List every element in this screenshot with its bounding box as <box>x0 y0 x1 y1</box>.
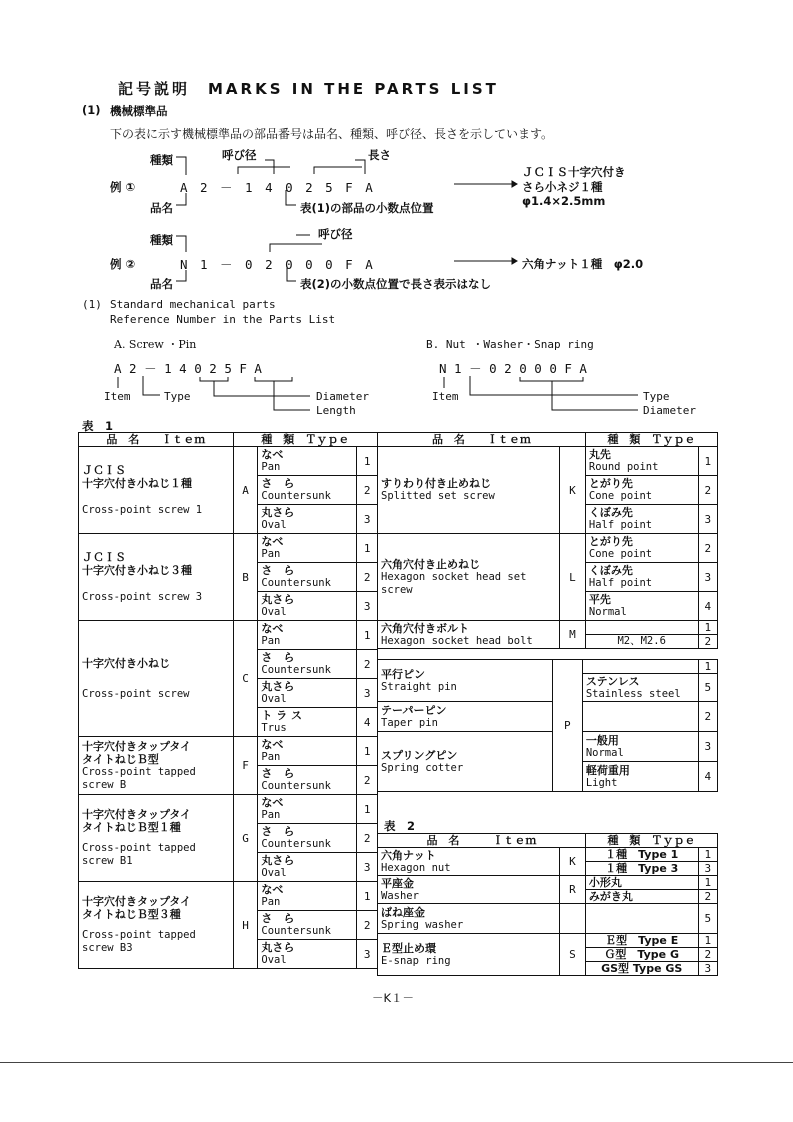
leader-lines <box>0 0 793 440</box>
ex1-label: 例 ① <box>110 180 136 194</box>
table2-row-spring-washer: ばね座金 Spring washer <box>378 904 560 934</box>
table1-group-b: ＪＣＩＳ 十字穴付き小ねじ３種 Cross-point screw 3 <box>79 534 234 621</box>
table2: 品 名 Ｉｔｅｍ 種 類 Ｔｙｐｅ 六角ナット Hexagon nut K １種 Type 1 1 １種 Type 3 3 平座金 Washer R 小形丸 1 みがき丸 2 ばね座金 Spring washer 5 Ｅ型止め環 E-snap ring S Ｅ型 Type E 1 Ｇ型 Type G 2 GS型 Type GS 3 <box>377 833 718 976</box>
table1-right-item-header: 品 名 Ｉｔｅｍ <box>378 433 586 447</box>
type-label-b: Type <box>643 390 670 403</box>
ex1-note: 表(1)の部品の小数点位置 <box>300 201 434 215</box>
table1-right-type-header: 種 類 Ｔｙｐｅ <box>585 433 717 447</box>
page-title: 記号説明 MARKS IN THE PARTS LIST <box>118 80 499 98</box>
table1-group-h: 十字穴付きタップタイ タイトねじＢ型３種 Cross-point tapped screw B3 <box>79 882 234 969</box>
ex1-name-label: 品名 <box>150 201 173 215</box>
table2-item-header: 品 名 Ｉｔｅｍ <box>378 834 586 848</box>
group-p-code: P <box>552 660 582 792</box>
table2-row-snap-ring: Ｅ型止め環 E-snap ring <box>378 934 560 976</box>
ex1-type-label: 種類 <box>150 153 173 167</box>
table1-right: 品 名 Ｉｔｅｍ 種 類 Ｔｙｐｅ すりわり付き止めねじ Splitted set screw K 丸先 Round point 1 とがり先 Cone point 2 くぼみ先 Half point 3 六角穴付き止めねじ Hexagon socket head set screw L とがり先 Cone point 2 くぼみ先 Half point 3 平先 Normal 4 六角穴付きボルト Hexagon socket head bolt M 1 M2、M2.6 2 <box>377 432 718 649</box>
ex2-note: 表(2)の小数点位置で長さ表示はなし <box>300 277 492 291</box>
ex2-name-label: 品名 <box>150 277 173 291</box>
section-heading-en: Standard mechanical parts <box>110 298 276 311</box>
nut-code: N 1 － 0 2 0 0 0 F A <box>439 361 587 376</box>
table1-group-k: すりわり付き止めねじ Splitted set screw <box>378 447 560 534</box>
table1-group-l: 六角穴付き止めねじ Hexagon socket head set screw <box>378 534 560 621</box>
group-k-code: K <box>559 447 585 534</box>
ex2-code: N 1 － 0 2 0 0 0 F A <box>180 257 373 272</box>
table1-group-m: 六角穴付きボルト Hexagon socket head bolt <box>378 621 560 649</box>
page-number: －K１－ <box>372 991 415 1005</box>
group-f-code: F <box>233 737 258 795</box>
table2-caption: 表 2 <box>384 819 416 833</box>
group-l-code: L <box>559 534 585 621</box>
item-label-b: Item <box>432 390 459 403</box>
screw-pin-label: A. Screw ・Pin <box>114 338 197 351</box>
table1-caption: 表 1 <box>82 419 114 433</box>
group-b-code: B <box>233 534 258 621</box>
ex1-length-label: 長さ <box>368 148 391 162</box>
p-straight-pin: 平行ピン Straight pin <box>378 660 553 702</box>
section-subheading-en: Reference Number in the Parts List <box>110 313 336 326</box>
ex2-label: 例 ② <box>110 257 136 271</box>
section-description: 下の表に示す機械標準品の部品番号は品名、種類、呼び径、長さを示しています。 <box>110 127 554 141</box>
item-label-a: Item <box>104 390 131 403</box>
nut-washer-label: B. Nut ・Washer・Snap ring <box>426 338 594 351</box>
group-a-code: A <box>233 447 258 534</box>
section-heading-jp: 機械標準品 <box>110 104 168 118</box>
ex1-diameter-label: 呼び径 <box>222 148 257 162</box>
table1-left: 品 名 Ｉｔｅｍ 種 類 Ｔｙｐｅ ＪＣＩＳ 十字穴付き小ねじ１種 Cross-point screw 1 A なべ Pan 1 さ ら Countersunk 2 丸さら Oval 3 ＪＣＩＳ 十字穴付き小ねじ３種 Cross-point screw 3 B なべ Pan 1 さ ら Countersunk 2 丸さら Oval 3 十字穴付き小ねじ Cross-point screw C なべ Pan 1 さ ら Countersunk 2 丸さら Oval 3 ト ラ ス Trus 4 十字穴付きタップタイ タイトねじＢ型 Cross-point tapped screw B F なべ Pan 1 さ ら Countersunk 2 十字穴付きタップタイ タイトねじＢ型１種 Cross-point tapped screw B1 G なべ Pan 1 さ ら Countersunk 2 丸さら Oval 3 十字穴付きタップタイ タイトねじＢ型３種 Cross-point tapped screw B3 H なべ Pan 1 さ ら Countersunk 2 丸さら Oval 3 <box>78 432 378 969</box>
diameter-label-a: Diameter <box>316 390 369 403</box>
ex1-result-line3: φ1.4×2.5mm <box>522 194 606 208</box>
table1-group-c: 十字穴付き小ねじ Cross-point screw <box>79 621 234 737</box>
group-g-code: G <box>233 795 258 882</box>
section-number-en: (1) <box>82 298 102 311</box>
ex1-code: A 2 － 1 4 0 2 5 F A <box>180 180 373 195</box>
ex2-diameter-label: 呼び径 <box>318 227 353 241</box>
section-number: (1) <box>82 103 101 117</box>
table1-group-a: ＪＣＩＳ 十字穴付き小ねじ１種 Cross-point screw 1 <box>79 447 234 534</box>
diameter-label-b: Diameter <box>643 404 696 417</box>
length-label-a: Length <box>316 404 356 417</box>
ex2-type-label: 種類 <box>150 233 173 247</box>
footer-divider <box>0 1062 793 1063</box>
ex1-result-line1: ＪＣＩＳ十字穴付き <box>522 165 626 179</box>
p-spring-pin: スプリングピン Spring cotter <box>378 732 553 792</box>
table1-item-header: 品 名 Ｉｔｅｍ <box>79 433 234 447</box>
table1-group-f: 十字穴付きタップタイ タイトねじＢ型 Cross-point tapped screw B <box>79 737 234 795</box>
table1-p-block: 平行ピン Straight pin P 1 ステンレス Stainless steel 5 テーパーピン Taper pin 2 スプリングピン Spring cotter 一般用 Normal 3 軽荷重用 Light 4 <box>377 659 718 792</box>
group-h-code: H <box>233 882 258 969</box>
table2-row-nut: 六角ナット Hexagon nut <box>378 848 560 876</box>
table1-group-g: 十字穴付きタップタイ タイトねじＢ型１種 Cross-point tapped screw B1 <box>79 795 234 882</box>
table2-type-header: 種 類 Ｔｙｐｅ <box>585 834 717 848</box>
type-label-a: Type <box>164 390 191 403</box>
table2-row-washer: 平座金 Washer <box>378 876 560 904</box>
ex1-result-line2: さら小ネジ１種 <box>522 180 603 194</box>
screw-code: A 2 － 1 4 0 2 5 F A <box>114 361 262 376</box>
group-c-code: C <box>233 621 258 737</box>
group-m-code: M <box>559 621 585 649</box>
table1-type-header: 種 類 Ｔｙｐｅ <box>233 433 377 447</box>
ex2-result: 六角ナット１種 φ2.0 <box>522 257 644 271</box>
p-taper-pin: テーパーピン Taper pin <box>378 702 553 732</box>
